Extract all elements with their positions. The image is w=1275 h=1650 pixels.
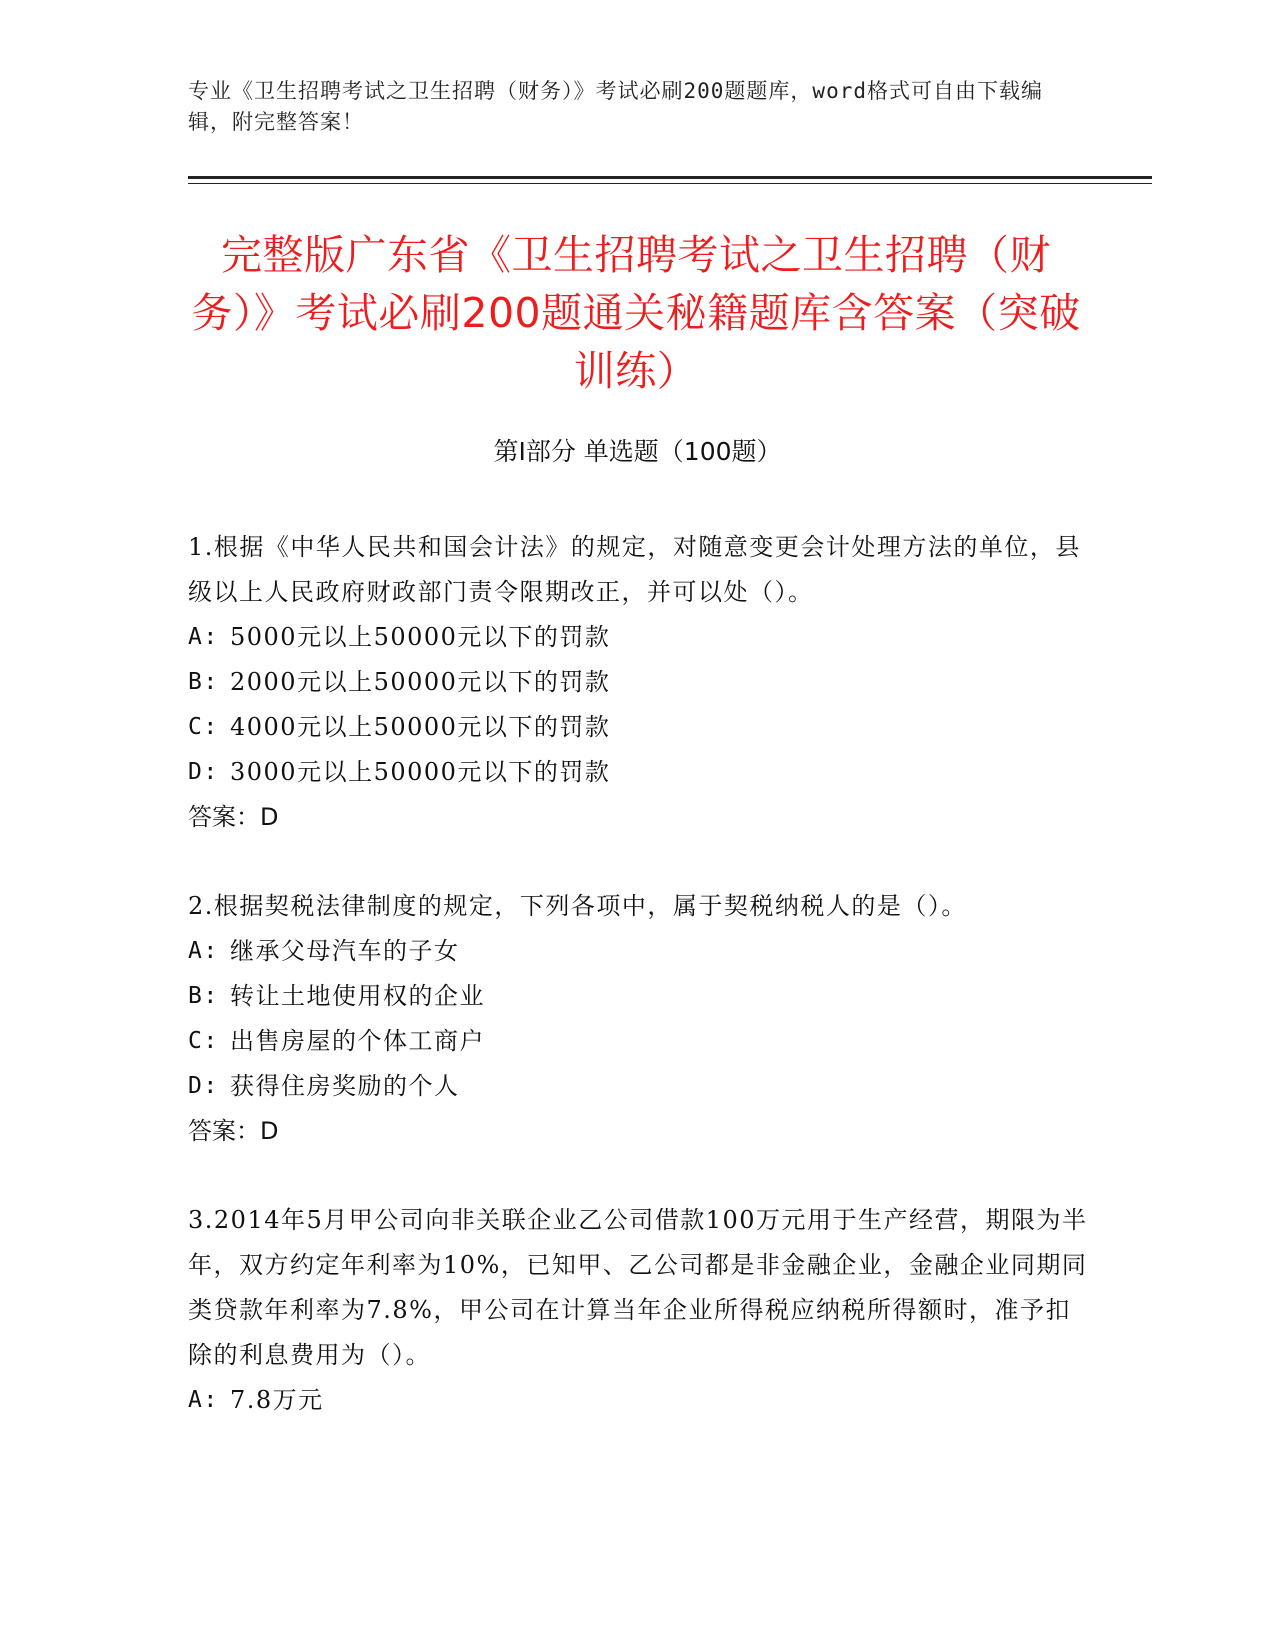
option-item (188, 1064, 1088, 1109)
option-letter: B: (188, 669, 219, 695)
option-letter: C: (188, 1028, 219, 1054)
option-letter: D: (188, 759, 219, 785)
option-text: 获得住房奖励的个人 (230, 1072, 460, 1100)
option-list (188, 929, 1088, 1109)
option-text: 转让土地使用权的企业 (230, 982, 485, 1010)
option-list (188, 615, 1088, 795)
option-text: 5000元以上50000元以下的罚款 (230, 623, 611, 651)
question-item (188, 525, 1088, 840)
question-item (188, 884, 1088, 1154)
question-list (188, 525, 1088, 1467)
option-item (188, 705, 1088, 750)
answer-line: 答案：D (188, 803, 279, 831)
option-item (188, 750, 1088, 795)
option-letter: A: (188, 624, 219, 650)
header-note: 专业《卫生招聘考试之卫生招聘（财务）》考试必刷200题题库，word格式可自由下载编辑，附完整答案！ (188, 79, 1043, 134)
option-letter: A: (188, 938, 219, 964)
option-text: 出售房屋的个体工商户 (230, 1027, 485, 1055)
question-stem: 2.根据契税法律制度的规定，下列各项中，属于契税纳税人的是（）。 (188, 892, 967, 920)
question-stem: 3.2014年5月甲公司向非关联企业乙公司借款100万元用于生产经营，期限为半年，双方约定年利率为10%，已知甲、乙公司都是非金融企业，金融企业同期同类贷款年利率为7.8%，甲公司在计算当年企业所得税应纳税所得额时，准予扣除的利息费用为（）。 (188, 1206, 1088, 1369)
question-item (188, 1198, 1088, 1423)
option-letter: B: (188, 983, 219, 1009)
option-item (188, 929, 1088, 974)
document-title: 完整版广东省《卫生招聘考试之卫生招聘（财务）》考试必刷200题通关秘籍题库含答案（突破训练） (191, 231, 1081, 395)
option-item (188, 1019, 1088, 1064)
option-text: 2000元以上50000元以下的罚款 (230, 668, 611, 696)
option-list (188, 1378, 1088, 1423)
option-item (188, 974, 1088, 1019)
option-text: 3000元以上50000元以下的罚款 (230, 758, 611, 786)
question-stem: 1.根据《中华人民共和国会计法》的规定，对随意变更会计处理方法的单位，县级以上人民政府财政部门责令限期改正，并可以处（）。 (188, 533, 1081, 606)
option-letter: C: (188, 714, 219, 740)
option-item (188, 1378, 1088, 1423)
option-letter: D: (188, 1073, 219, 1099)
option-text: 继承父母汽车的子女 (230, 937, 460, 965)
section-heading: 第I部分 单选题（100题） (493, 437, 782, 466)
option-item (188, 615, 1088, 660)
option-letter: A: (188, 1387, 219, 1413)
header-divider-thin (188, 183, 1152, 184)
option-text: 7.8万元 (230, 1386, 324, 1414)
header-divider-thick (188, 176, 1152, 179)
option-item (188, 660, 1088, 705)
option-text: 4000元以上50000元以下的罚款 (230, 713, 611, 741)
answer-line: 答案：D (188, 1117, 279, 1145)
